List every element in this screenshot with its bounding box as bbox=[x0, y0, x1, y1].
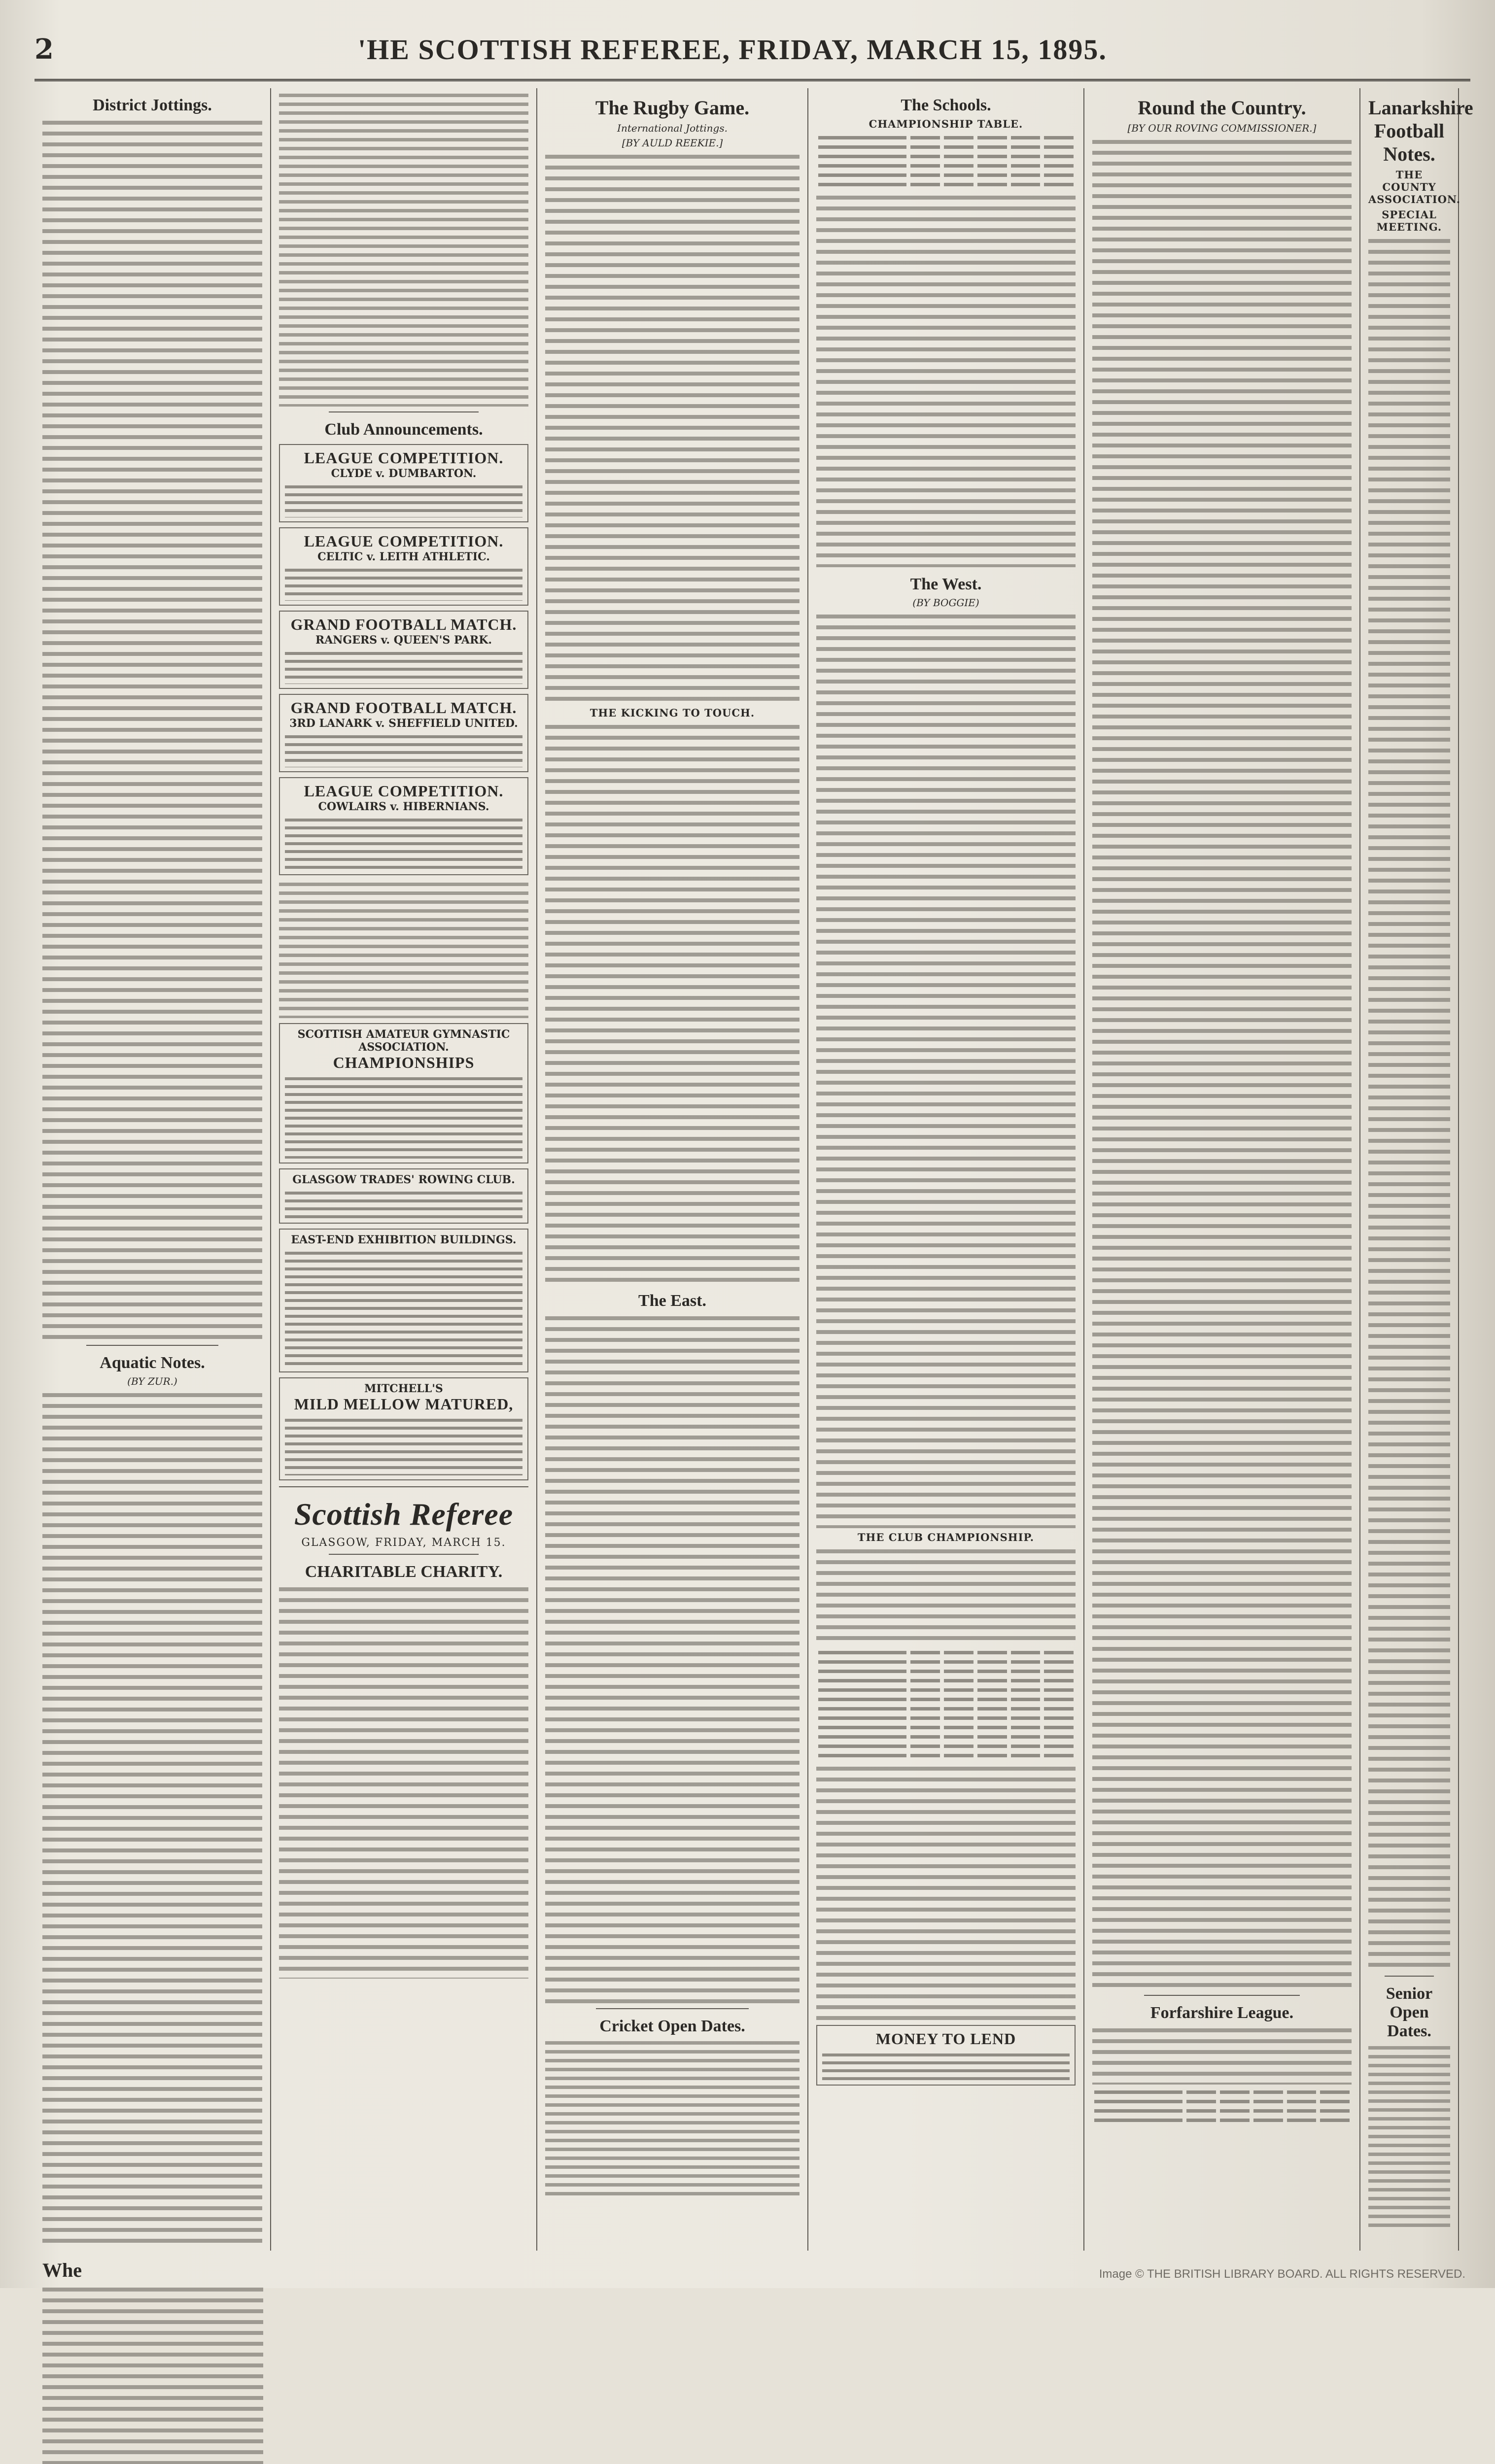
column-7-partial bbox=[35, 2251, 271, 2464]
charitable-charity-heading: CHARITABLE CHARITY. bbox=[305, 1563, 503, 1581]
round-the-country-heading: Round the Country. bbox=[1138, 97, 1306, 119]
ad-league-clyde: LEAGUE COMPETITION. CLYDE v. DUMBARTON. bbox=[279, 444, 528, 522]
ad-gymnastic: SCOTTISH AMATEUR GYMNASTIC ASSOCIATION. CHAMPIONSHIPS bbox=[279, 1023, 528, 1164]
article-text bbox=[279, 91, 528, 407]
column-6 bbox=[1360, 88, 1473, 2251]
county-association-subheading: THE COUNTY ASSOCIATION. bbox=[1368, 169, 1461, 205]
article-text bbox=[816, 612, 1076, 1528]
rugby-byline: [BY AULD REEKIE.] bbox=[622, 137, 723, 149]
article-text bbox=[816, 1764, 1076, 2020]
ad-money-to-lend: MONEY TO LEND bbox=[816, 2025, 1076, 2086]
kicking-subheading: THE KICKING TO TOUCH. bbox=[590, 707, 755, 719]
aquatic-notes-heading: Aquatic Notes. bbox=[100, 1354, 205, 1372]
schools-heading: The Schools. bbox=[901, 96, 991, 114]
rugby-game-heading: The Rugby Game. bbox=[595, 97, 750, 119]
club-announcements-heading: Club Announcements. bbox=[324, 420, 483, 439]
club-championship-table bbox=[816, 1649, 1076, 1760]
west-byline: (BY BOGGIE) bbox=[912, 597, 979, 609]
column-5 bbox=[1084, 88, 1360, 2251]
article-text bbox=[42, 118, 262, 1340]
column-1 bbox=[35, 88, 271, 2251]
round-the-country-byline: [BY OUR ROVING COMMISSIONER.] bbox=[1127, 122, 1317, 134]
ad-league-celtic: LEAGUE COMPETITION. CELTIC v. LEITH ATHLETIC. bbox=[279, 527, 528, 606]
article-text bbox=[42, 1390, 262, 2248]
forfarshire-league-heading: Forfarshire League. bbox=[1150, 2004, 1294, 2022]
article-text bbox=[545, 152, 800, 704]
forfarshire-table bbox=[1092, 2088, 1352, 2124]
ad-exhibition-buildings: EAST-END EXHIBITION BUILDINGS. bbox=[279, 1229, 528, 1372]
rugby-subheading: International Jottings. bbox=[617, 122, 728, 134]
page-number: 2 bbox=[35, 33, 54, 66]
special-meeting-subheading: SPECIAL MEETING. bbox=[1376, 208, 1442, 233]
championship-table-title: CHAMPIONSHIP TABLE. bbox=[869, 118, 1023, 130]
classified-text bbox=[545, 2039, 800, 2196]
ad-mitchells: MITCHELL'S MILD MELLOW MATURED, bbox=[279, 1377, 528, 1480]
article-text bbox=[42, 2285, 263, 2464]
the-east-heading: The East. bbox=[638, 1292, 706, 1310]
article-text bbox=[545, 722, 800, 1284]
aquatic-byline: (BY ZUR.) bbox=[127, 1375, 177, 1387]
classified-text bbox=[1368, 2044, 1450, 2231]
article-text bbox=[816, 193, 1076, 567]
column-4 bbox=[808, 88, 1084, 2251]
newspaper-title: 'HE SCOTTISH REFEREE, FRIDAY, MARCH 15, 1895. bbox=[358, 33, 1107, 66]
article-text bbox=[279, 1584, 528, 1979]
classified-text bbox=[279, 880, 528, 1018]
lanarkshire-notes-heading: Lanarkshire Football Notes. bbox=[1368, 97, 1473, 165]
column-2 bbox=[271, 88, 537, 2251]
ad-rangers-queens-park: GRAND FOOTBALL MATCH. RANGERS v. QUEEN'S PARK. bbox=[279, 611, 528, 689]
column-3 bbox=[537, 88, 808, 2251]
ad-rowing-club: GLASGOW TRADES' ROWING CLUB. bbox=[279, 1168, 528, 1224]
ad-3rd-lanark: GRAND FOOTBALL MATCH. 3RD LANARK v. SHEFFIELD UNITED. bbox=[279, 694, 528, 772]
article-text bbox=[1092, 2025, 1352, 2085]
the-west-heading: The West. bbox=[910, 575, 982, 593]
article-text bbox=[1368, 236, 1450, 1971]
masthead bbox=[35, 20, 1470, 81]
senior-open-dates-heading: Senior Open Dates. bbox=[1386, 1985, 1433, 2040]
cricket-open-dates-heading: Cricket Open Dates. bbox=[599, 2017, 745, 2035]
scottish-referee-nameplate: Scottish Referee GLASGOW, FRIDAY, MARCH 15. bbox=[294, 1497, 514, 1549]
ad-league-cowlairs: LEAGUE COMPETITION. COWLAIRS v. HIBERNIANS. bbox=[279, 777, 528, 875]
article-text bbox=[545, 1313, 800, 2003]
article-text bbox=[816, 1546, 1076, 1645]
district-jottings-heading: District Jottings. bbox=[93, 96, 212, 114]
club-championship-subheading: THE CLUB CHAMPIONSHIP. bbox=[857, 1531, 1035, 1543]
partial-heading: Whe bbox=[42, 2259, 82, 2281]
article-text bbox=[1092, 137, 1352, 1990]
championship-table bbox=[816, 134, 1076, 189]
copyright-notice: Image © THE BRITISH LIBRARY BOARD. ALL RIGHTS RESERVED. bbox=[1099, 2267, 1465, 2281]
